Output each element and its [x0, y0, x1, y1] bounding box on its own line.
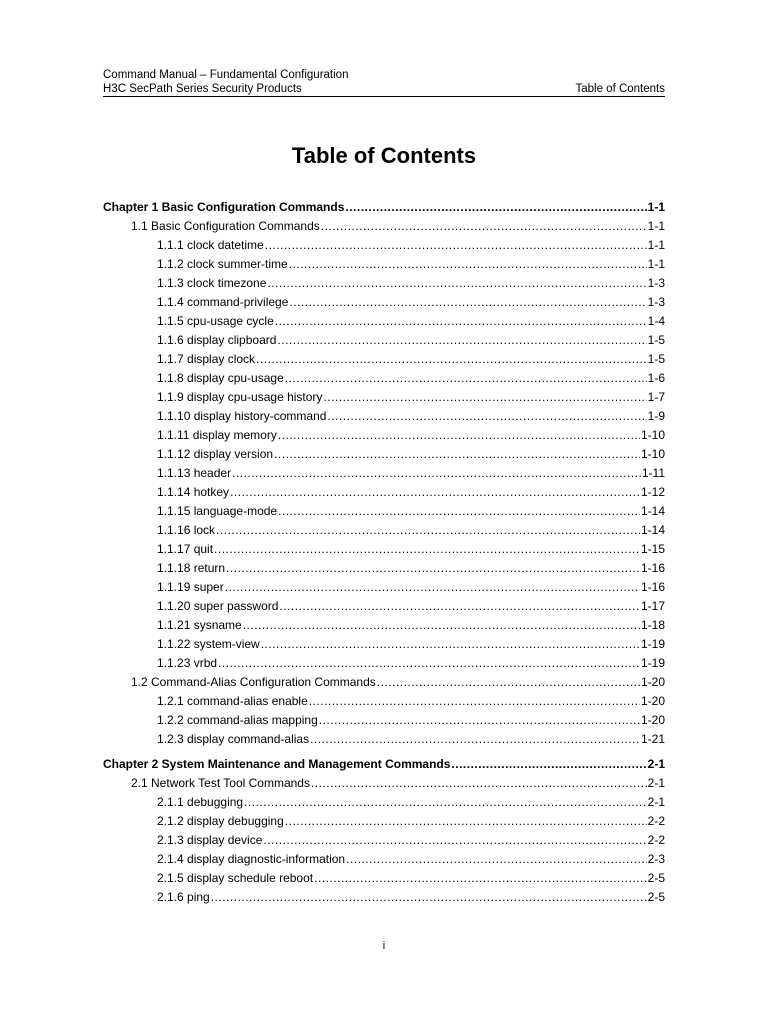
dot-leader — [263, 831, 646, 850]
header-line-2 — [103, 82, 665, 96]
toc-entry-page: 1-19 — [640, 637, 665, 651]
toc-subsection-entry[interactable] — [103, 521, 665, 540]
toc-subsection-entry[interactable] — [103, 388, 665, 407]
toc-entry-title: 1.2 Command-Alias Configuration Commands — [131, 675, 376, 689]
toc-entry-page: 1-21 — [640, 732, 665, 746]
running-header — [103, 68, 665, 96]
toc-subsection-entry[interactable] — [103, 502, 665, 521]
dot-leader — [261, 635, 640, 654]
toc-entry-title: 1.1.23 vrbd — [157, 656, 218, 670]
dot-leader — [225, 578, 640, 597]
toc-entry-page: 1-1 — [647, 200, 665, 214]
toc-entry-title: 2.1.1 debugging — [157, 795, 244, 809]
toc-entry-title: 2.1.5 display schedule reboot — [157, 871, 314, 885]
toc-entry-page: 1-20 — [640, 675, 665, 689]
toc-entry-page: 1-1 — [647, 219, 665, 233]
toc-entry-title: 1.1.1 clock datetime — [157, 238, 264, 252]
toc-entry-page: 1-20 — [640, 694, 665, 708]
header-divider — [103, 96, 665, 97]
toc-entry-title: 1.1.14 hotkey — [157, 485, 230, 499]
dot-leader — [278, 502, 640, 521]
toc-entry-page: 1-19 — [640, 656, 665, 670]
toc-entry-page: 1-17 — [640, 599, 665, 613]
dot-leader — [278, 426, 640, 445]
toc-subsection-entry[interactable] — [103, 692, 665, 711]
toc-subsection-entry[interactable] — [103, 869, 665, 888]
toc-entry-page: 1-3 — [647, 276, 665, 290]
toc-entry-title: 1.1.12 display version — [157, 447, 274, 461]
toc-entry-title: 1.1.8 display cpu-usage — [157, 371, 284, 385]
toc-entry-page: 1-10 — [640, 447, 665, 461]
toc-subsection-entry[interactable] — [103, 616, 665, 635]
toc-subsection-entry[interactable] — [103, 293, 665, 312]
toc-entry-title: 1.1.5 cpu-usage cycle — [157, 314, 274, 328]
dot-leader — [279, 597, 640, 616]
toc-subsection-entry[interactable] — [103, 464, 665, 483]
toc-entry-page: 2-1 — [647, 757, 665, 771]
toc-entry-page: 1-14 — [640, 504, 665, 518]
toc-entry-page: 1-9 — [647, 409, 665, 423]
toc-entry-page: 1-16 — [640, 580, 665, 594]
toc-entry-title: 2.1.2 display debugging — [157, 814, 284, 828]
toc-entry-page: 2-3 — [647, 852, 665, 866]
manual-title: Command Manual – Fundamental Configuration — [103, 69, 349, 81]
toc-subsection-entry[interactable] — [103, 274, 665, 293]
toc-subsection-entry[interactable] — [103, 445, 665, 464]
dot-leader — [377, 673, 640, 692]
dot-leader — [214, 540, 640, 559]
toc-entry-title: Chapter 1 Basic Configuration Commands — [103, 200, 345, 214]
toc-entry-title: 1.1.22 system-view — [157, 637, 260, 651]
toc-subsection-entry[interactable] — [103, 711, 665, 730]
dot-leader — [451, 755, 646, 774]
toc-entry-page: 2-1 — [647, 776, 665, 790]
toc-subsection-entry[interactable] — [103, 369, 665, 388]
toc-entry-page: 2-1 — [647, 795, 665, 809]
dot-leader — [289, 255, 647, 274]
toc-entry-title: 1.1.11 display memory — [157, 428, 277, 442]
toc-subsection-entry[interactable] — [103, 850, 665, 869]
dot-leader — [218, 654, 640, 673]
dot-leader — [319, 711, 640, 730]
toc-subsection-entry[interactable] — [103, 888, 665, 907]
toc-entry-page: 1-15 — [640, 542, 665, 556]
dot-leader — [267, 274, 646, 293]
toc-entry-page: 1-3 — [647, 295, 665, 309]
dot-leader — [321, 217, 647, 236]
toc-subsection-entry[interactable] — [103, 255, 665, 274]
dot-leader — [256, 350, 647, 369]
dot-leader — [327, 407, 646, 426]
toc-entry-page: 2-2 — [647, 814, 665, 828]
toc-entry-title: 1.1.18 return — [157, 561, 226, 575]
toc-entry-title: 2.1.4 display diagnostic-information — [157, 852, 346, 866]
toc-entry-title: 1.2.2 command-alias mapping — [157, 713, 318, 727]
toc-entry-page: 1-10 — [640, 428, 665, 442]
dot-leader — [244, 793, 647, 812]
toc-entry-page: 1-14 — [640, 523, 665, 537]
toc-entry-title: 1.1.3 clock timezone — [157, 276, 267, 290]
dot-leader — [323, 388, 646, 407]
dot-leader — [226, 559, 640, 578]
toc-entry-page: 2-5 — [647, 871, 665, 885]
dot-leader — [285, 812, 647, 831]
toc-subsection-entry[interactable] — [103, 331, 665, 350]
toc-entry-title: Chapter 2 System Maintenance and Management Commands — [103, 757, 451, 771]
toc-entry-page: 1-5 — [647, 352, 665, 366]
toc-entry-title: 1.1.9 display cpu-usage history — [157, 390, 323, 404]
table-of-contents — [103, 198, 665, 907]
dot-leader — [310, 730, 640, 749]
toc-entry-page: 1-5 — [647, 333, 665, 347]
toc-entry-title: 1.1.4 command-privilege — [157, 295, 289, 309]
toc-subsection-entry[interactable] — [103, 730, 665, 749]
toc-subsection-entry[interactable] — [103, 793, 665, 812]
toc-subsection-entry[interactable] — [103, 578, 665, 597]
toc-subsection-entry[interactable] — [103, 597, 665, 616]
toc-subsection-entry[interactable] — [103, 483, 665, 502]
toc-subsection-entry[interactable] — [103, 831, 665, 850]
product-name: H3C SecPath Series Security Products — [103, 83, 302, 95]
toc-entry-title: 1.2.3 display command-alias — [157, 732, 310, 746]
dot-leader — [216, 521, 640, 540]
toc-subsection-entry[interactable] — [103, 426, 665, 445]
toc-entry-title: 1.1.15 language-mode — [157, 504, 278, 518]
page-number: i — [382, 940, 386, 952]
dot-leader — [289, 293, 646, 312]
dot-leader — [230, 483, 640, 502]
toc-entry-page: 1-16 — [640, 561, 665, 575]
dot-leader — [285, 369, 647, 388]
toc-entry-page: 1-1 — [647, 257, 665, 271]
dot-leader — [265, 236, 647, 255]
toc-section-entry[interactable] — [103, 774, 665, 793]
dot-leader — [274, 445, 640, 464]
toc-entry-title: 1.1.2 clock summer-time — [157, 257, 288, 271]
dot-leader — [243, 616, 640, 635]
toc-chapter-entry[interactable] — [103, 755, 665, 774]
toc-entry-title: 1.1.17 quit — [157, 542, 214, 556]
dot-leader — [277, 331, 646, 350]
toc-entry-title: 1.1.19 super — [157, 580, 224, 594]
header-line-1 — [103, 68, 665, 82]
toc-entry-page: 1-1 — [647, 238, 665, 252]
toc-subsection-entry[interactable] — [103, 812, 665, 831]
toc-entry-page: 1-4 — [647, 314, 665, 328]
dot-leader — [345, 198, 646, 217]
toc-section-entry[interactable] — [103, 673, 665, 692]
dot-leader — [309, 692, 640, 711]
toc-subsection-entry[interactable] — [103, 559, 665, 578]
toc-entry-page: 1-6 — [647, 371, 665, 385]
dot-leader — [275, 312, 647, 331]
toc-entry-title: 1.1.21 sysname — [157, 618, 242, 632]
toc-subsection-entry[interactable] — [103, 236, 665, 255]
toc-entry-page: 1-18 — [640, 618, 665, 632]
dot-leader — [346, 850, 647, 869]
toc-entry-title: 1.1.16 lock — [157, 523, 216, 537]
toc-subsection-entry[interactable] — [103, 654, 665, 673]
toc-entry-page: 1-12 — [640, 485, 665, 499]
dot-leader — [311, 774, 647, 793]
toc-subsection-entry[interactable] — [103, 540, 665, 559]
toc-subsection-entry[interactable] — [103, 312, 665, 331]
toc-chapter-entry[interactable] — [103, 198, 665, 217]
toc-section-entry[interactable] — [103, 217, 665, 236]
toc-subsection-entry[interactable] — [103, 407, 665, 426]
toc-entry-title: 2.1 Network Test Tool Commands — [131, 776, 310, 790]
toc-entry-page: 2-2 — [647, 833, 665, 847]
toc-entry-title: 1.1.20 super password — [157, 599, 279, 613]
dot-leader — [314, 869, 647, 888]
toc-entry-page: 1-7 — [647, 390, 665, 404]
toc-entry-title: 2.1.3 display device — [157, 833, 263, 847]
toc-subsection-entry[interactable] — [103, 350, 665, 369]
page-title: Table of Contents — [291, 143, 477, 168]
toc-subsection-entry[interactable] — [103, 635, 665, 654]
section-name: Table of Contents — [575, 83, 665, 95]
toc-entry-page: 1-20 — [640, 713, 665, 727]
toc-entry-title: 1.1.6 display clipboard — [157, 333, 277, 347]
toc-entry-title: 1.1.7 display clock — [157, 352, 256, 366]
toc-entry-title: 1.1.10 display history-command — [157, 409, 327, 423]
toc-entry-title: 1.1 Basic Configuration Commands — [131, 219, 320, 233]
toc-entry-page: 2-5 — [647, 890, 665, 904]
toc-entry-title: 1.2.1 command-alias enable — [157, 694, 308, 708]
toc-entry-title: 1.1.13 header — [157, 466, 232, 480]
dot-leader — [211, 888, 647, 907]
toc-entry-page: 1-11 — [641, 466, 665, 480]
toc-entry-title: 2.1.6 ping — [157, 890, 210, 904]
dot-leader — [232, 464, 641, 483]
